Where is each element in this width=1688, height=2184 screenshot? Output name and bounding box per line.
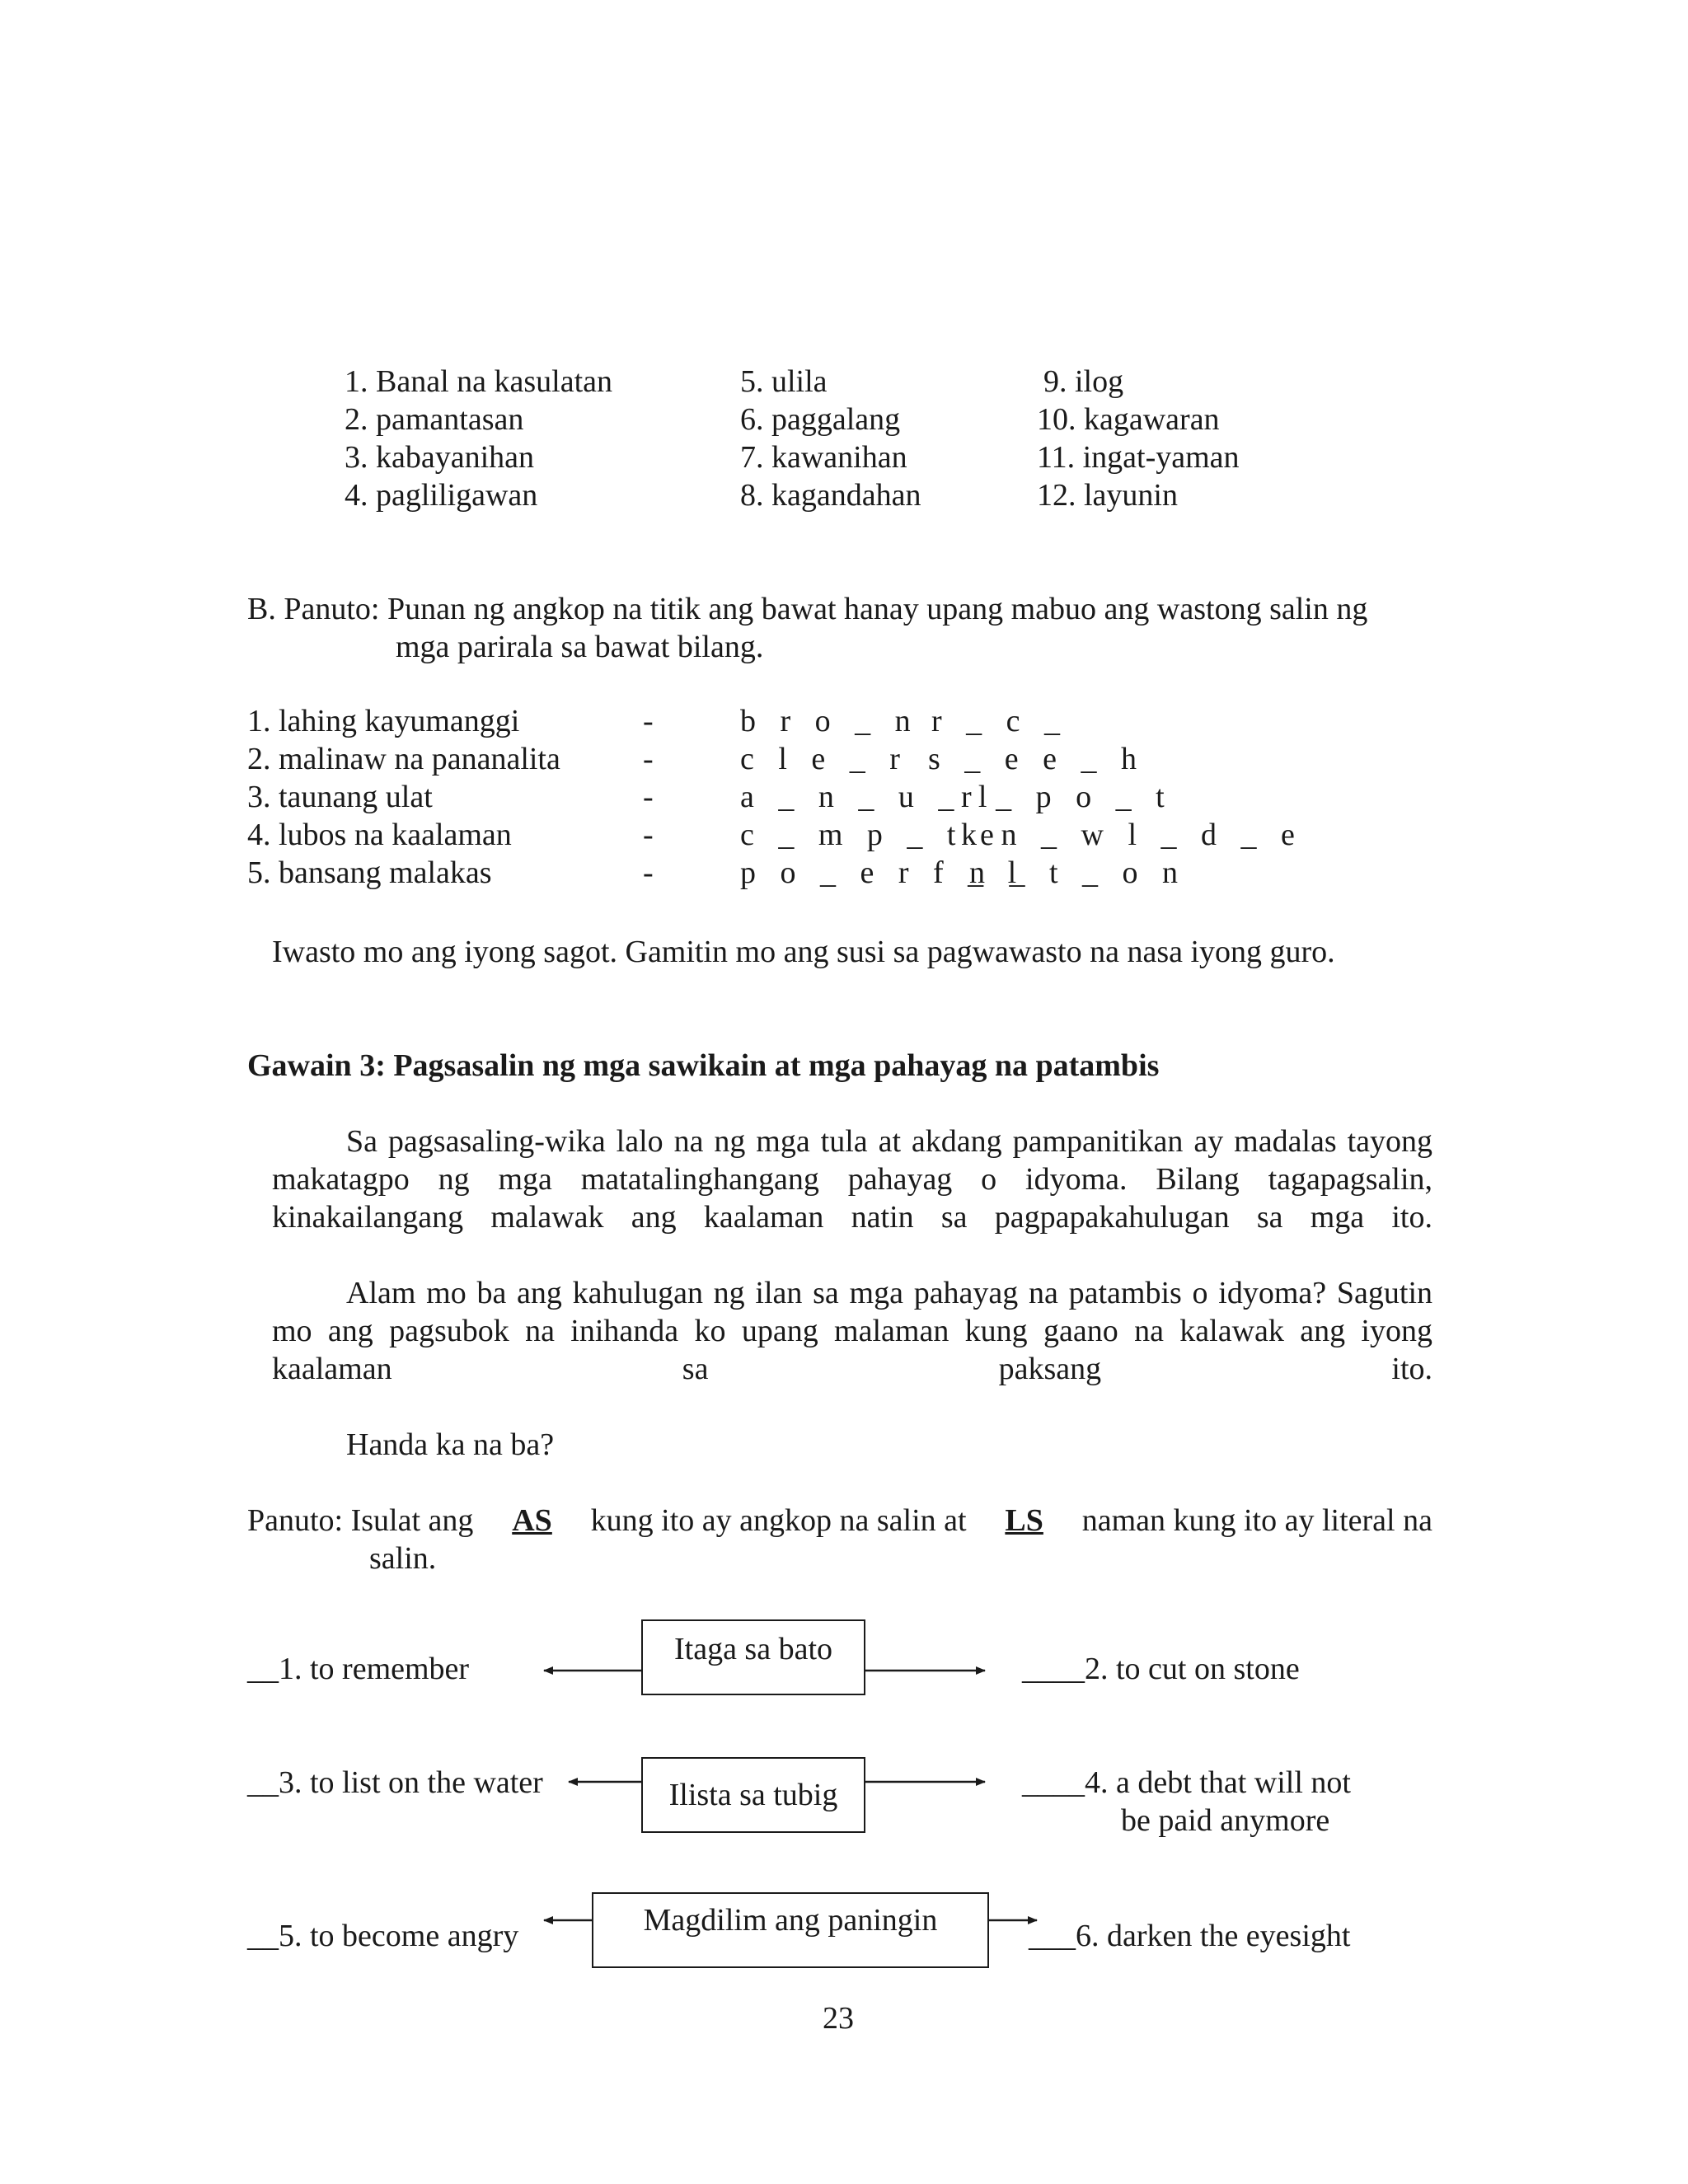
idiom-box-itaga-sa-bato: Itaga sa bato <box>641 1619 865 1695</box>
fill-in-word2: k n _ w l _ d _ e <box>961 818 1303 852</box>
idiom-answer-left: __5. to become angry <box>247 1919 519 1953</box>
fill-in-word2: s _ e e _ h <box>928 742 1146 776</box>
fill-in-dash: - <box>643 780 654 814</box>
fill-in-phrase: 1. lahing kayumanggi <box>247 704 520 738</box>
fill-in-word1: b r o _ n <box>740 704 919 738</box>
fill-in-dash: - <box>643 704 654 738</box>
check-answer-note: Iwasto mo ang iyong sagot. Gamitin mo ang susi sa pagwawasto na nasa iyong guro. <box>272 935 1335 969</box>
word-list-col1-item: 1. Banal na kasulatan <box>345 364 613 399</box>
word-list-col3-item: 9. ilog <box>1043 364 1124 399</box>
fill-in-word2: r _ p o _ t <box>961 780 1173 814</box>
panuto-text-middle: kung ito ay angkop na salin at <box>590 1503 967 1538</box>
word-list-col1-item: 3. kabayanihan <box>345 440 535 475</box>
fill-in-word1: c _ m p _ t e <box>740 818 1002 852</box>
word-list-col3-item: 12. layunin <box>1037 478 1178 513</box>
idiom-answer-left: __3. to list on the water <box>247 1765 543 1800</box>
idiom-box-magdilim-ang-paningin: Magdilim ang paningin <box>592 1892 989 1968</box>
fill-in-dash: - <box>643 855 654 890</box>
gawain3-title: Gawain 3: Pagsasalin ng mga sawikain at mga pahayag na patambis <box>247 1048 1160 1083</box>
panuto-instruction-cont: salin. <box>369 1541 437 1576</box>
idiom-answer-right: ____4. a debt that will not <box>1022 1765 1351 1800</box>
word-list-col2-item: 6. paggalang <box>740 402 901 437</box>
idiom-answer-right: ____2. to cut on stone <box>1022 1652 1300 1686</box>
fill-in-dash: - <box>643 818 654 852</box>
section-b-instruction-cont: mga parirala sa bawat bilang. <box>396 630 764 664</box>
word-list-col3-item: 10. kagawaran <box>1037 402 1220 437</box>
word-list-col2-item: 7. kawanihan <box>740 440 907 475</box>
fill-in-word2: n _ t _ o n <box>969 855 1187 890</box>
word-list-col1-item: 4. pagliligawan <box>345 478 538 513</box>
page-number: 23 <box>823 2001 854 2036</box>
panuto-text-start: Panuto: Isulat ang <box>247 1503 474 1538</box>
word-list-col1-item: 2. pamantasan <box>345 402 524 437</box>
panuto-text-end: naman kung ito ay literal na <box>1081 1503 1432 1538</box>
fill-in-phrase: 2. malinaw na pananalita <box>247 742 560 776</box>
gawain3-paragraph-2: Alam mo ba ang kahulugan ng ilan sa mga pahayag na patambis o idyoma? Sagutin mo ang pagsubok na inihanda ko upang malaman kung gaano na kalawak ang iyong kaalaman sa paksang ito. <box>272 1276 1432 1386</box>
idiom-answer-right: ___6. darken the eyesight <box>1029 1919 1351 1953</box>
idiom-answer-right-cont: be paid anymore <box>1121 1803 1330 1838</box>
fill-in-phrase: 5. bansang malakas <box>247 855 492 890</box>
idiom-answer-left: __1. to remember <box>247 1652 470 1686</box>
idiom-box-ilista-sa-tubig: Ilista sa tubig <box>641 1757 865 1833</box>
fill-in-phrase: 4. lubos na kaalaman <box>247 818 512 852</box>
section-b-instruction: B. Panuto: Punan ng angkop na titik ang bawat hanay upang mabuo ang wastong salin ng <box>247 592 1368 626</box>
fill-in-word1: p o _ e r f _ l <box>740 855 1025 890</box>
ls-label: LS <box>1005 1503 1043 1538</box>
word-list-col2-item: 8. kagandahan <box>740 478 921 513</box>
fill-in-phrase: 3. taunang ulat <box>247 780 433 814</box>
fill-in-dash: - <box>643 742 654 776</box>
fill-in-word2: r _ c _ <box>931 704 1069 738</box>
as-label: AS <box>512 1503 552 1538</box>
gawain3-paragraph-3: Handa ka na ba? <box>346 1427 555 1462</box>
word-list-col2-item: 5. ulila <box>740 364 828 399</box>
word-list-col3-item: 11. ingat-yaman <box>1037 440 1240 475</box>
gawain3-paragraph-1: Sa pagsasaling-wika lalo na ng mga tula at akdang pampanitikan ay madalas tayong makatagpo ng mga matatalinghangang pahayag o idyoma. Bilang tagapagsalin, kinakailangang malawak ang kaalaman natin sa pagpapakahulugan sa mga ito. <box>272 1124 1432 1235</box>
fill-in-word1: c l e _ r <box>740 742 908 776</box>
fill-in-word1: a _ n _ u _ l <box>740 780 996 814</box>
